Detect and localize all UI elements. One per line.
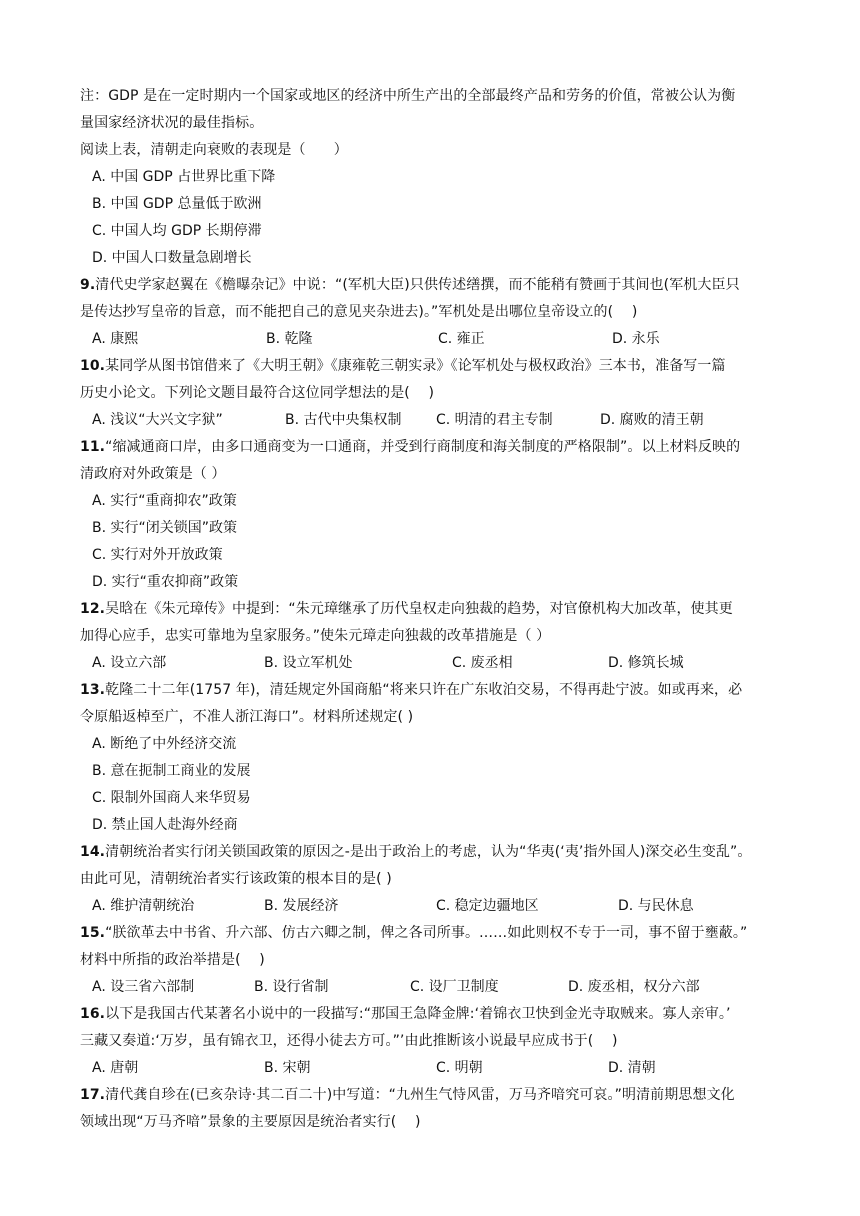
option-d: D. 废丞相，权分六部 [568,979,700,995]
option-d: D. 与民休息 [618,898,694,914]
question-number: 16. [80,1006,106,1022]
option-a: A. 实行“重商抑农”政策 [92,493,237,509]
option-b: B. 古代中央集权制 [285,412,402,428]
option-d: D. 清朝 [608,1060,656,1076]
question-stem-continued: 加得心应手，忠实可靠地为皇家服务。”使朱元璋走向独裁的改革措施是（ ） [80,628,551,644]
question-number: 15. [80,925,106,941]
question-stem-continued: 由此可见，清朝统治者实行该政策的根本目的是( ) [80,871,392,887]
option-b: B. 宋朝 [264,1060,311,1076]
option-d: D. 修筑长城 [608,655,684,671]
option-c: C. 废丞相 [452,655,513,671]
question-stem: 14.清朝统治者实行闭关锁国政策的原因之-是出于政治上的考虑，认为“华夷(‘夷’指外国人)深交必生变乱”。 [80,844,752,860]
option-c: C. 中国人均 GDP 长期停滞 [92,223,262,239]
question-stem: 15.“朕欲革去中书省、升六部、仿古六卿之制，俾之各司所事。……如此则权不专于一司，事不留于壅蔽。” [80,925,748,941]
option-b: B. 设立军机处 [264,655,353,671]
option-c: C. 稳定边疆地区 [436,898,539,914]
question-stem: 10.某同学从图书馆借来了《大明王朝》《康雍乾三朝实录》《论军机处与极权政治》三本书，准备写一篇 [80,358,726,374]
option-a: A. 唐朝 [92,1060,139,1076]
question-stem: 11.“缩减通商口岸，由多口通商变为一口通商，并受到行商制度和海关制度的严格限制”。以上材料反映的 [80,439,741,455]
question-stem: 阅读上表，清朝走向衰败的表现是（ ） [80,142,348,158]
option-d: D. 永乐 [612,331,660,347]
question-number: 17. [80,1087,106,1103]
option-a: A. 断绝了中外经济交流 [92,736,237,752]
question-stem: 17.清代龚自珍在(已亥杂诗·其二百二十)中写道：“九州生气恃风雷，万马齐喑究可哀。”明清前期思想文化 [80,1087,735,1103]
options-row [80,407,780,434]
question-stem-continued: 三藏又奏道:‘万岁，虽有锦衣卫，还得小徒去方可。”’由此推断该小说最早应成书于( ) [80,1033,618,1049]
option-d: D. 中国人口数量急剧增长 [92,250,252,266]
options-row [80,893,780,920]
question-stem-continued: 材料中所指的政治举措是( ) [80,952,265,968]
note-line-2: 量国家经济状况的最佳指标。 [80,115,264,131]
question-stem-continued: 是传达抄写皇帝的旨意，而不能把自己的意见夹杂进去)。”军机处是出哪位皇帝设立的( ) [80,304,638,320]
options-row [80,326,780,353]
option-a: A. 维护清朝统治 [92,898,195,914]
option-a: A. 设立六部 [92,655,167,671]
option-b: B. 发展经济 [264,898,339,914]
option-b: B. 乾隆 [266,331,313,347]
question-stem-continued: 领域出现“万马齐喑”景象的主要原因是统治者实行( ) [80,1114,421,1130]
option-b: B. 实行“闭关锁国”政策 [92,520,238,536]
option-c: C. 雍正 [438,331,485,347]
question-stem: 9.清代史学家赵翼在《檐曝杂记》中说：“(军机大臣)只供传述缮撰，而不能稍有赞画于其间也(军机大臣只 [80,277,740,293]
option-a: A. 中国 GDP 占世界比重下降 [92,169,276,185]
option-d: D. 实行“重农抑商”政策 [92,574,239,590]
note-line-1: 注：GDP 是在一定时期内一个国家或地区的经济中所生产出的全部最终产品和劳务的价值，常被公认为衡 [80,88,736,104]
question-stem: 12.吴晗在《朱元璋传》中提到：“朱元璋继承了历代皇权走向独裁的趋势，对官僚机构大加改革，使其更 [80,601,733,617]
question-stem-continued: 令原船返棹至广，不准人浙江海口”。材料所述规定( ) [80,709,414,725]
question-number: 9. [80,277,96,293]
question-number: 12. [80,601,106,617]
option-b: B. 中国 GDP 总量低于欧洲 [92,196,262,212]
option-c: C. 明清的君主专制 [436,412,553,428]
question-stem-continued: 历史小论文。下列论文题目最符合这位同学想法的是( ) [80,385,435,401]
options-row [80,1055,780,1082]
option-d: D. 腐败的清王朝 [600,412,704,428]
option-d: D. 禁止国人赴海外经商 [92,817,238,833]
question-number: 13. [80,682,106,698]
option-a: A. 设三省六部制 [92,979,195,995]
question-number: 10. [80,358,106,374]
question-stem: 16.以下是我国古代某著名小说中的一段描写:“那国王急降金牌:‘着锦衣卫快到金光寺取贼来。寡人亲审。’ [80,1006,731,1022]
option-b: B. 设行省制 [254,979,329,995]
question-number: 11. [80,439,106,455]
question-stem-continued: 清政府对外政策是（ ） [80,466,226,482]
option-a: A. 康熙 [92,331,139,347]
options-row [80,974,780,1001]
option-c: C. 设厂卫制度 [410,979,499,995]
option-c: C. 实行对外开放政策 [92,547,223,563]
option-b: B. 意在扼制工商业的发展 [92,763,251,779]
option-c: C. 限制外国商人来华贸易 [92,790,251,806]
option-c: C. 明朝 [436,1060,483,1076]
options-row [80,650,780,677]
question-list [80,83,780,1136]
option-a: A. 浅议“大兴文字狱” [92,412,223,428]
question-stem: 13.乾隆二十二年(1757 年)，清廷规定外国商船“将来只许在广东收泊交易，不得再赴宁波。如或再来，必 [80,682,743,698]
question-number: 14. [80,844,106,860]
